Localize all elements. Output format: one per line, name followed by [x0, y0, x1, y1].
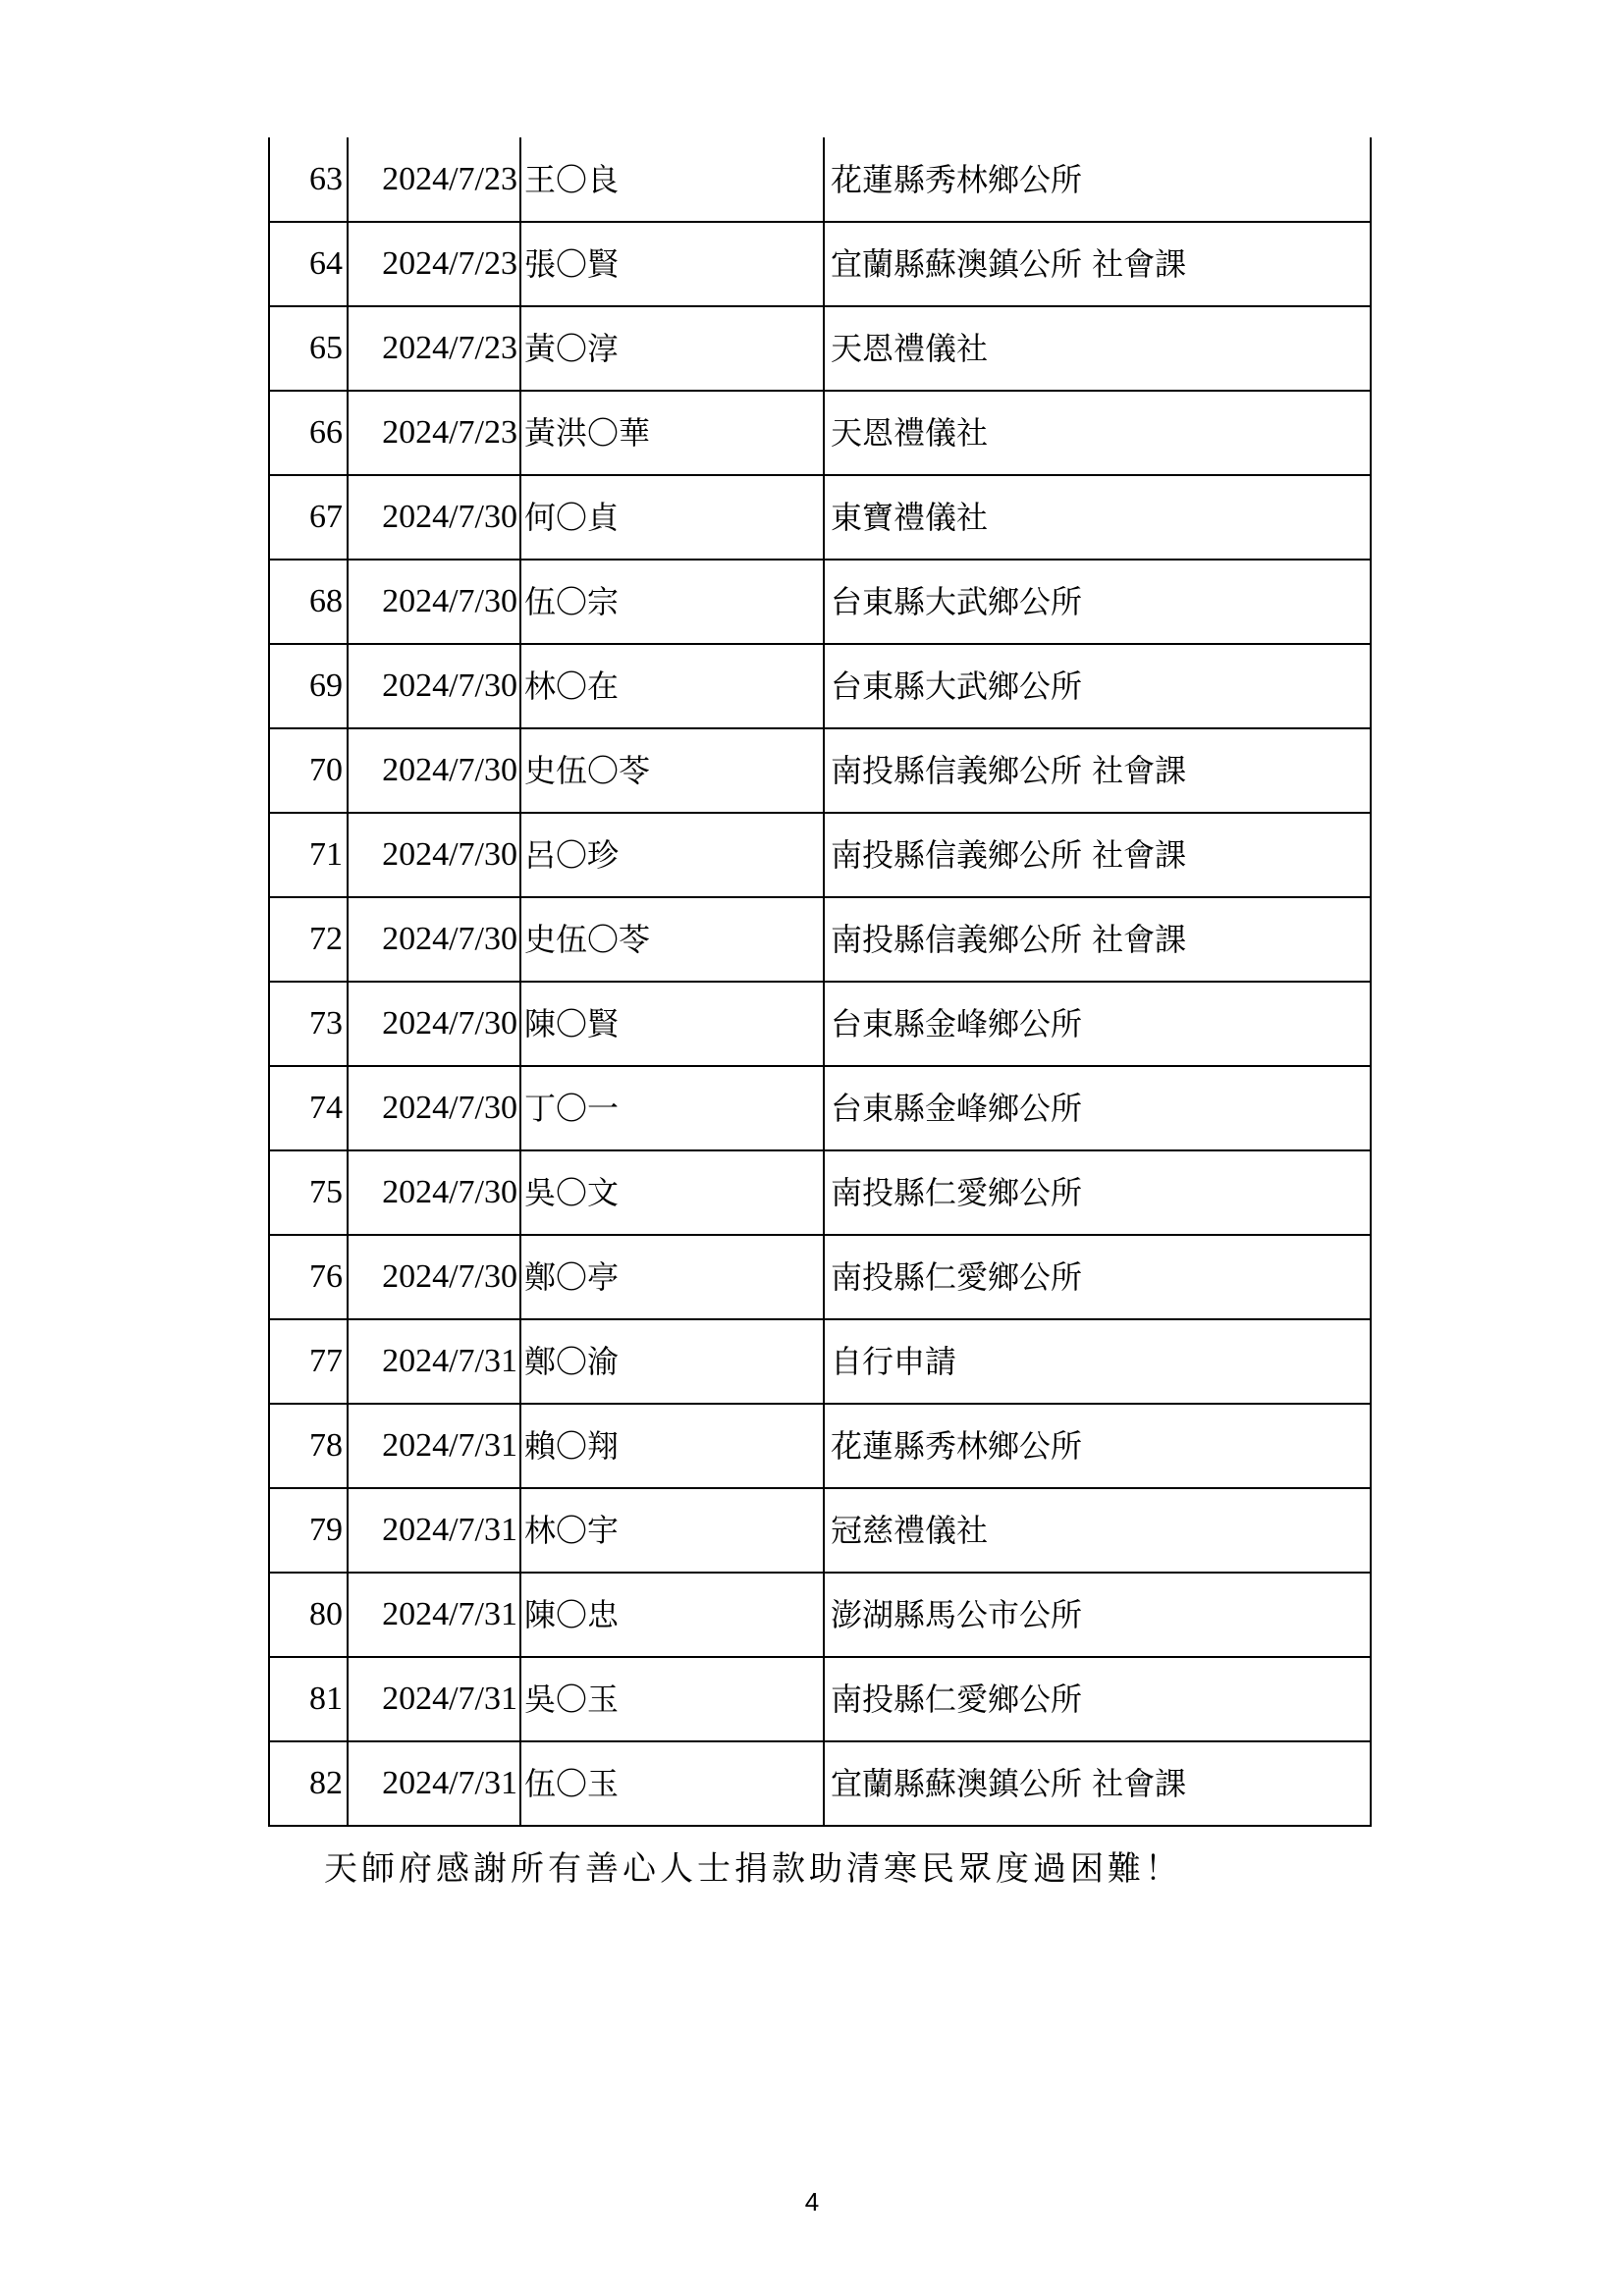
- table-row: [269, 1150, 1371, 1235]
- table-row: [269, 728, 1371, 813]
- cell-date: 2024/7/31: [348, 1319, 520, 1404]
- cell-no: 78: [269, 1404, 348, 1488]
- cell-no: 68: [269, 560, 348, 644]
- cell-no: 72: [269, 897, 348, 982]
- cell-date: 2024/7/30: [348, 897, 520, 982]
- cell-no: 66: [269, 391, 348, 475]
- cell-name: 丁〇一: [520, 1066, 824, 1150]
- cell-name: 吳〇玉: [520, 1657, 824, 1741]
- cell-name: 伍〇宗: [520, 560, 824, 644]
- table-body: [269, 137, 1371, 1826]
- table-row: [269, 1066, 1371, 1150]
- table-row: [269, 1404, 1371, 1488]
- cell-unit: 澎湖縣馬公市公所: [824, 1573, 1371, 1657]
- cell-no: 63: [269, 137, 348, 222]
- page-number: 4: [804, 2187, 820, 2216]
- table-row: [269, 1488, 1371, 1573]
- cell-name: 鄭〇亭: [520, 1235, 824, 1319]
- cell-date: 2024/7/30: [348, 1235, 520, 1319]
- cell-unit: 冠慈禮儀社: [824, 1488, 1371, 1573]
- table-row: [269, 306, 1371, 391]
- cell-unit: 南投縣信義鄉公所 社會課: [824, 813, 1371, 897]
- table-row: [269, 1319, 1371, 1404]
- cell-no: 64: [269, 222, 348, 306]
- table-row: [269, 644, 1371, 728]
- table-row: [269, 813, 1371, 897]
- table-row: [269, 1573, 1371, 1657]
- cell-date: 2024/7/30: [348, 475, 520, 560]
- cell-no: 82: [269, 1741, 348, 1826]
- cell-unit: 自行申請: [824, 1319, 1371, 1404]
- cell-date: 2024/7/31: [348, 1573, 520, 1657]
- cell-name: 吳〇文: [520, 1150, 824, 1235]
- cell-unit: 南投縣信義鄉公所 社會課: [824, 897, 1371, 982]
- cell-no: 71: [269, 813, 348, 897]
- cell-unit: 台東縣大武鄉公所: [824, 644, 1371, 728]
- table-row: [269, 897, 1371, 982]
- cell-unit: 台東縣大武鄉公所: [824, 560, 1371, 644]
- table-row: [269, 982, 1371, 1066]
- cell-unit: 花蓮縣秀林鄉公所: [824, 137, 1371, 222]
- cell-name: 陳〇賢: [520, 982, 824, 1066]
- table-row: [269, 560, 1371, 644]
- cell-date: 2024/7/23: [348, 391, 520, 475]
- cell-no: 75: [269, 1150, 348, 1235]
- cell-no: 81: [269, 1657, 348, 1741]
- cell-no: 70: [269, 728, 348, 813]
- cell-unit: 台東縣金峰鄉公所: [824, 982, 1371, 1066]
- cell-unit: 台東縣金峰鄉公所: [824, 1066, 1371, 1150]
- cell-no: 79: [269, 1488, 348, 1573]
- cell-date: 2024/7/30: [348, 1066, 520, 1150]
- table-row: [269, 391, 1371, 475]
- table-row: [269, 1235, 1371, 1319]
- cell-unit: 南投縣信義鄉公所 社會課: [824, 728, 1371, 813]
- cell-name: 黃洪〇華: [520, 391, 824, 475]
- cell-unit: 南投縣仁愛鄉公所: [824, 1657, 1371, 1741]
- cell-name: 何〇貞: [520, 475, 824, 560]
- cell-no: 77: [269, 1319, 348, 1404]
- cell-unit: 花蓮縣秀林鄉公所: [824, 1404, 1371, 1488]
- donation-table: [268, 137, 1372, 1827]
- cell-no: 74: [269, 1066, 348, 1150]
- cell-unit: 宜蘭縣蘇澳鎮公所 社會課: [824, 1741, 1371, 1826]
- cell-date: 2024/7/30: [348, 560, 520, 644]
- cell-name: 伍〇玉: [520, 1741, 824, 1826]
- cell-name: 陳〇忠: [520, 1573, 824, 1657]
- cell-name: 王〇良: [520, 137, 824, 222]
- cell-name: 呂〇珍: [520, 813, 824, 897]
- cell-date: 2024/7/31: [348, 1488, 520, 1573]
- cell-date: 2024/7/30: [348, 644, 520, 728]
- cell-no: 80: [269, 1573, 348, 1657]
- cell-date: 2024/7/30: [348, 1150, 520, 1235]
- table-row: [269, 475, 1371, 560]
- cell-name: 史伍〇苓: [520, 728, 824, 813]
- cell-no: 69: [269, 644, 348, 728]
- cell-date: 2024/7/23: [348, 222, 520, 306]
- cell-date: 2024/7/23: [348, 306, 520, 391]
- cell-date: 2024/7/31: [348, 1404, 520, 1488]
- thanks-message: 天師府感謝所有善心人士捐款助清寒民眾度過困難！: [324, 1849, 1182, 1889]
- cell-no: 67: [269, 475, 348, 560]
- cell-date: 2024/7/23: [348, 137, 520, 222]
- cell-no: 73: [269, 982, 348, 1066]
- table-row: [269, 222, 1371, 306]
- cell-date: 2024/7/30: [348, 813, 520, 897]
- donation-table-container: [268, 137, 1372, 1827]
- cell-date: 2024/7/31: [348, 1741, 520, 1826]
- cell-name: 鄭〇渝: [520, 1319, 824, 1404]
- cell-unit: 東寶禮儀社: [824, 475, 1371, 560]
- cell-date: 2024/7/31: [348, 1657, 520, 1741]
- cell-name: 林〇宇: [520, 1488, 824, 1573]
- cell-no: 76: [269, 1235, 348, 1319]
- cell-name: 林〇在: [520, 644, 824, 728]
- cell-unit: 宜蘭縣蘇澳鎮公所 社會課: [824, 222, 1371, 306]
- cell-date: 2024/7/30: [348, 982, 520, 1066]
- cell-date: 2024/7/30: [348, 728, 520, 813]
- cell-name: 張〇賢: [520, 222, 824, 306]
- cell-name: 史伍〇苓: [520, 897, 824, 982]
- cell-unit: 南投縣仁愛鄉公所: [824, 1235, 1371, 1319]
- cell-name: 賴〇翔: [520, 1404, 824, 1488]
- cell-no: 65: [269, 306, 348, 391]
- cell-unit: 天恩禮儀社: [824, 391, 1371, 475]
- cell-unit: 南投縣仁愛鄉公所: [824, 1150, 1371, 1235]
- cell-name: 黃〇淳: [520, 306, 824, 391]
- cell-unit: 天恩禮儀社: [824, 306, 1371, 391]
- table-row: [269, 1657, 1371, 1741]
- table-row: [269, 1741, 1371, 1826]
- table-row: [269, 137, 1371, 222]
